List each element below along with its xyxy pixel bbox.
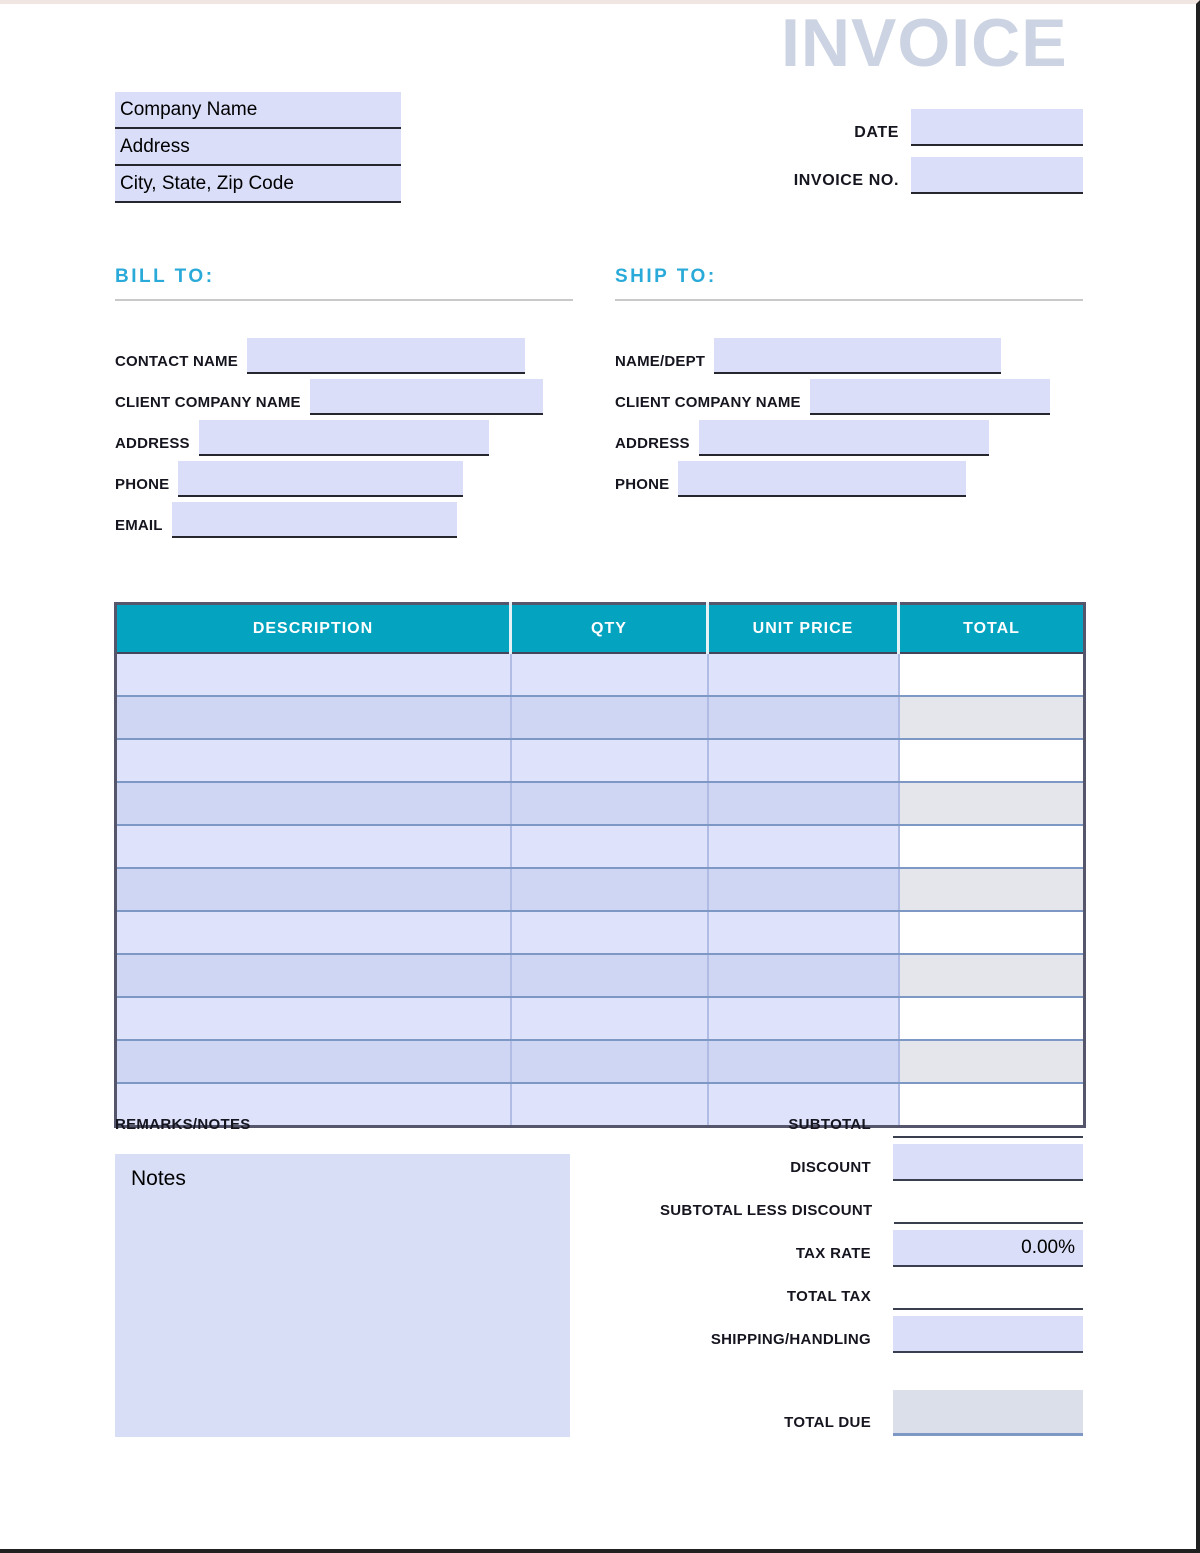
totals-row-subtotal [660, 1100, 1083, 1138]
date-label: DATE [854, 124, 899, 141]
bill-ship-section [115, 266, 1083, 538]
subtotal-label: SUBTOTAL [788, 1116, 871, 1133]
totals-row-subtotal-less-discount [660, 1186, 1083, 1224]
cell-row7-unit-price[interactable] [708, 911, 899, 954]
table-row [116, 696, 1085, 739]
address-input[interactable] [699, 420, 989, 456]
client-company-name-input[interactable] [810, 379, 1050, 415]
ship-to-title: SHIP TO: [615, 266, 717, 287]
total-due-label: TOTAL DUE [784, 1414, 871, 1431]
bill-to-row-client-company-name [115, 374, 573, 415]
cell-row7-total[interactable] [899, 911, 1085, 954]
ship-to-row-name-dept [615, 333, 1083, 374]
cell-row2-total[interactable] [899, 696, 1085, 739]
company-name-input[interactable]: Company Name [115, 92, 401, 129]
address-label: ADDRESS [615, 435, 690, 452]
cell-row8-description[interactable] [116, 954, 511, 997]
ship-to-row-phone [615, 456, 1083, 497]
cell-row1-unit-price[interactable] [708, 653, 899, 696]
bill-to-title: BILL TO: [115, 266, 215, 287]
cell-row9-unit-price[interactable] [708, 997, 899, 1040]
discount-label: DISCOUNT [790, 1159, 871, 1176]
total-tax-label: TOTAL TAX [786, 1288, 871, 1305]
page-title: INVOICE [781, 5, 1068, 81]
items-table [114, 602, 1086, 1128]
contact-name-label: CONTACT NAME [115, 353, 238, 370]
cell-row6-total[interactable] [899, 868, 1085, 911]
cell-row8-qty[interactable] [511, 954, 708, 997]
column-header-total: TOTAL [899, 604, 1085, 654]
cell-row4-qty[interactable] [511, 782, 708, 825]
totals-section [660, 1100, 1083, 1436]
cell-row6-unit-price[interactable] [708, 868, 899, 911]
cell-row10-description[interactable] [116, 1040, 511, 1083]
cell-row8-total[interactable] [899, 954, 1085, 997]
table-row [116, 954, 1085, 997]
cell-row2-unit-price[interactable] [708, 696, 899, 739]
cell-row5-qty[interactable] [511, 825, 708, 868]
totals-row-shipping-handling [660, 1315, 1083, 1353]
cell-row2-qty[interactable] [511, 696, 708, 739]
cell-row8-unit-price[interactable] [708, 954, 899, 997]
column-header-description: DESCRIPTION [116, 604, 511, 654]
discount-input[interactable] [893, 1144, 1083, 1181]
cell-row10-total[interactable] [899, 1040, 1085, 1083]
cell-row6-qty[interactable] [511, 868, 708, 911]
subtotal-less-discount-value [894, 1187, 1083, 1224]
phone-input[interactable] [178, 461, 463, 497]
email-input[interactable] [172, 502, 457, 538]
cell-row4-unit-price[interactable] [708, 782, 899, 825]
table-row [116, 997, 1085, 1040]
phone-label: PHONE [615, 476, 670, 493]
cell-row5-unit-price[interactable] [708, 825, 899, 868]
ship-to-row-address [615, 415, 1083, 456]
cell-row9-total[interactable] [899, 997, 1085, 1040]
date-input[interactable] [911, 109, 1083, 146]
table-row [116, 911, 1085, 954]
bill-to-divider [115, 299, 573, 301]
cell-row1-description[interactable] [116, 653, 511, 696]
company-block [115, 92, 401, 203]
total-due-row [660, 1390, 1083, 1436]
table-row [116, 739, 1085, 782]
cell-row3-unit-price[interactable] [708, 739, 899, 782]
totals-row-discount [660, 1143, 1083, 1181]
total-due-value [893, 1390, 1083, 1436]
table-row [116, 782, 1085, 825]
cell-row7-qty[interactable] [511, 911, 708, 954]
contact-name-input[interactable] [247, 338, 525, 374]
name-dept-label: NAME/DEPT [615, 353, 706, 370]
invoice-no-row [760, 157, 1083, 194]
client-company-name-label: CLIENT COMPANY NAME [615, 394, 801, 411]
column-header-qty: QTY [511, 604, 708, 654]
client-company-name-label: CLIENT COMPANY NAME [115, 394, 301, 411]
client-company-name-input[interactable] [310, 379, 543, 415]
date-row [760, 109, 1083, 146]
cell-row3-total[interactable] [899, 739, 1085, 782]
ship-to-row-client-company-name [615, 374, 1083, 415]
table-row [116, 868, 1085, 911]
bill-to-row-contact-name [115, 333, 573, 374]
company-city-state-zip-input[interactable]: City, State, Zip Code [115, 166, 401, 203]
cell-row10-unit-price[interactable] [708, 1040, 899, 1083]
cell-row5-total[interactable] [899, 825, 1085, 868]
bill-to-row-email [115, 497, 573, 538]
total-tax-value [893, 1273, 1083, 1310]
table-row [116, 1040, 1085, 1083]
name-dept-input[interactable] [714, 338, 1001, 374]
table-row [116, 653, 1085, 696]
cell-row1-total[interactable] [899, 653, 1085, 696]
cell-row9-description[interactable] [116, 997, 511, 1040]
subtotal-less-discount-label: SUBTOTAL LESS DISCOUNT [660, 1202, 873, 1219]
totals-row-total-tax [660, 1272, 1083, 1310]
cell-row9-qty[interactable] [511, 997, 708, 1040]
totals-row-tax-rate [660, 1229, 1083, 1267]
company-address-input[interactable]: Address [115, 129, 401, 166]
bill-to-column [115, 266, 573, 538]
remarks-label: REMARKS/NOTES [115, 1116, 251, 1133]
subtotal-value [893, 1101, 1083, 1138]
cell-row1-qty[interactable] [511, 653, 708, 696]
tax-rate-input[interactable]: 0.00% [893, 1230, 1083, 1267]
address-label: ADDRESS [115, 435, 190, 452]
ship-to-divider [615, 299, 1083, 301]
invoice-meta [760, 109, 1083, 205]
ship-to-column [615, 266, 1083, 538]
cell-row3-description[interactable] [116, 739, 511, 782]
cell-row5-description[interactable] [116, 825, 511, 868]
invoice-no-input[interactable] [911, 157, 1083, 194]
shipping-handling-label: SHIPPING/HANDLING [710, 1331, 871, 1348]
column-header-unit-price: UNIT PRICE [708, 604, 899, 654]
table-row [116, 825, 1085, 868]
address-input[interactable] [199, 420, 489, 456]
tax-rate-label: TAX RATE [795, 1245, 871, 1262]
cell-row7-description[interactable] [116, 911, 511, 954]
bill-to-row-phone [115, 456, 573, 497]
cell-row4-description[interactable] [116, 782, 511, 825]
notes-textarea[interactable]: Notes [115, 1154, 570, 1437]
phone-label: PHONE [115, 476, 170, 493]
cell-row4-total[interactable] [899, 782, 1085, 825]
cell-row10-qty[interactable] [511, 1040, 708, 1083]
phone-input[interactable] [678, 461, 966, 497]
shipping-handling-input[interactable] [893, 1316, 1083, 1353]
email-label: EMAIL [115, 517, 163, 534]
cell-row6-description[interactable] [116, 868, 511, 911]
invoice-no-label: INVOICE NO. [793, 172, 899, 189]
cell-row2-description[interactable] [116, 696, 511, 739]
cell-row3-qty[interactable] [511, 739, 708, 782]
items-table-header [116, 604, 1085, 654]
bill-to-row-address [115, 415, 573, 456]
